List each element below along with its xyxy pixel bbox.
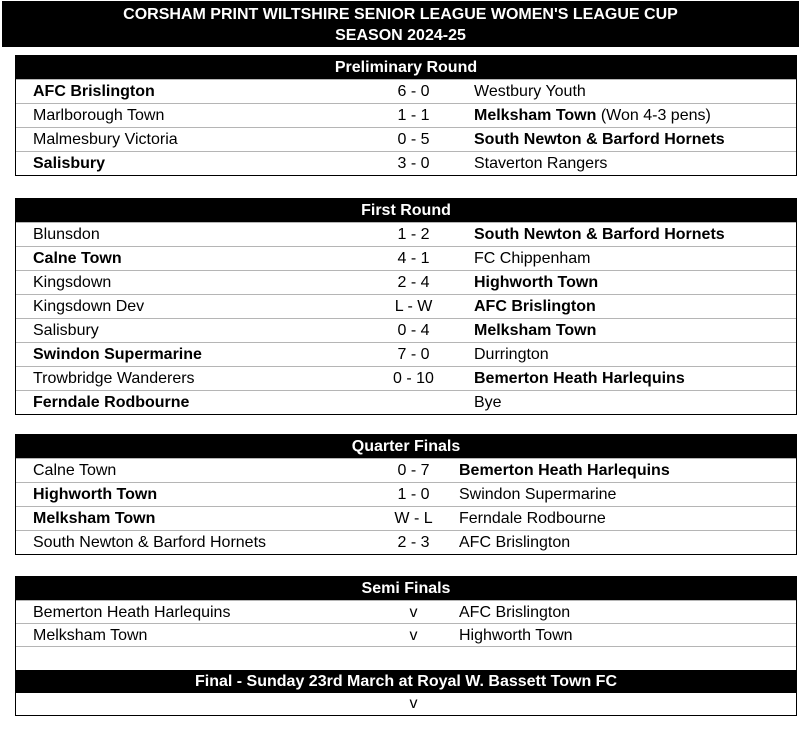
home-team: Calne Town xyxy=(33,250,122,267)
away-team: Melksham Town xyxy=(474,322,597,339)
away-team: Westbury Youth xyxy=(474,83,586,100)
home-team: Salisbury xyxy=(33,155,106,172)
preliminary-round-heading: Preliminary Round xyxy=(16,56,796,79)
fixture-row xyxy=(16,270,796,294)
home-team: South Newton & Barford Hornets xyxy=(33,534,267,551)
score: 0 - 7 xyxy=(397,462,430,479)
fixture-row xyxy=(16,458,796,482)
home-team: Malmesbury Victoria xyxy=(33,131,178,148)
final-heading: Final - Sunday 23rd March at Royal W. Bassett Town FC xyxy=(16,670,796,693)
away-team: AFC Brislington xyxy=(459,604,571,621)
away-team: Bye xyxy=(474,394,502,411)
home-team: Salisbury xyxy=(33,322,99,339)
fixture-row xyxy=(16,103,796,127)
home-team: Swindon Supermarine xyxy=(33,346,202,363)
away-team: Highworth Town xyxy=(459,627,573,644)
home-team: Melksham Town xyxy=(33,510,156,527)
away-team: Melksham Town xyxy=(474,107,597,124)
score: 1 - 1 xyxy=(397,107,430,124)
fixture-row xyxy=(16,246,796,270)
score: v xyxy=(409,627,418,644)
fixture-row xyxy=(16,600,796,623)
score: 0 - 10 xyxy=(393,370,434,387)
score: L - W xyxy=(394,298,433,315)
fixture-row xyxy=(16,342,796,366)
away-team: South Newton & Barford Hornets xyxy=(474,131,725,148)
quarter-finals-section xyxy=(15,434,797,555)
home-team: Kingsdown xyxy=(33,274,112,291)
home-team: Blunsdon xyxy=(33,226,100,243)
home-team: Kingsdown Dev xyxy=(33,298,145,315)
score: 1 - 2 xyxy=(397,226,430,243)
fixture-row xyxy=(16,506,796,530)
blank-row xyxy=(16,646,796,670)
fixture-row xyxy=(16,390,796,414)
score: 2 - 3 xyxy=(397,534,430,551)
away-team: Ferndale Rodbourne xyxy=(459,510,606,527)
fixture-row xyxy=(16,222,796,246)
score: 2 - 4 xyxy=(397,274,430,291)
away-team: Bemerton Heath Harlequins xyxy=(459,462,670,479)
home-team: Bemerton Heath Harlequins xyxy=(33,604,231,621)
fixture-row xyxy=(16,623,796,646)
away-team: Durrington xyxy=(474,346,549,363)
penalty-note: (Won 4-3 pens) xyxy=(596,107,711,124)
fixture-row xyxy=(16,127,796,151)
away-team: Swindon Supermarine xyxy=(459,486,617,503)
home-team: Highworth Town xyxy=(33,486,158,503)
away-team: AFC Brislington xyxy=(459,534,571,551)
score: 0 - 4 xyxy=(397,322,430,339)
away-team-wrapper xyxy=(474,104,711,127)
away-team: Highworth Town xyxy=(474,274,599,291)
final-score: v xyxy=(409,695,418,712)
fixture-row xyxy=(16,318,796,342)
home-team: Ferndale Rodbourne xyxy=(33,394,190,411)
semi-finals-section xyxy=(15,576,797,716)
away-team: FC Chippenham xyxy=(474,250,591,267)
score: 1 - 0 xyxy=(397,486,430,503)
home-team: Calne Town xyxy=(33,462,117,479)
preliminary-round-section xyxy=(15,55,797,176)
cup-title: CORSHAM PRINT WILTSHIRE SENIOR LEAGUE WOMEN'S LEAGUE CUP xyxy=(123,6,678,23)
fixture-row xyxy=(16,151,796,175)
first-round-section xyxy=(15,198,797,415)
semi-finals-heading: Semi Finals xyxy=(16,577,796,600)
fixture-row xyxy=(16,79,796,103)
score: v xyxy=(409,604,418,621)
home-team: Marlborough Town xyxy=(33,107,165,124)
away-team: Staverton Rangers xyxy=(474,155,608,172)
score: W - L xyxy=(394,510,433,527)
season-label: SEASON 2024-25 xyxy=(335,27,466,44)
score: 6 - 0 xyxy=(397,83,430,100)
away-team: Bemerton Heath Harlequins xyxy=(474,370,685,387)
final-fixture-row xyxy=(16,693,796,715)
fixture-row xyxy=(16,482,796,506)
first-round-heading: First Round xyxy=(16,199,796,222)
score: 0 - 5 xyxy=(397,131,430,148)
away-team: AFC Brislington xyxy=(474,298,596,315)
fixture-row xyxy=(16,294,796,318)
quarter-finals-heading: Quarter Finals xyxy=(16,435,796,458)
score: 3 - 0 xyxy=(397,155,430,172)
cup-title-banner xyxy=(2,1,799,47)
score: 7 - 0 xyxy=(397,346,430,363)
fixture-row xyxy=(16,366,796,390)
home-team: AFC Brislington xyxy=(33,83,155,100)
fixture-row xyxy=(16,530,796,554)
away-team: South Newton & Barford Hornets xyxy=(474,226,725,243)
score: 4 - 1 xyxy=(397,250,430,267)
home-team: Melksham Town xyxy=(33,627,148,644)
home-team: Trowbridge Wanderers xyxy=(33,370,195,387)
